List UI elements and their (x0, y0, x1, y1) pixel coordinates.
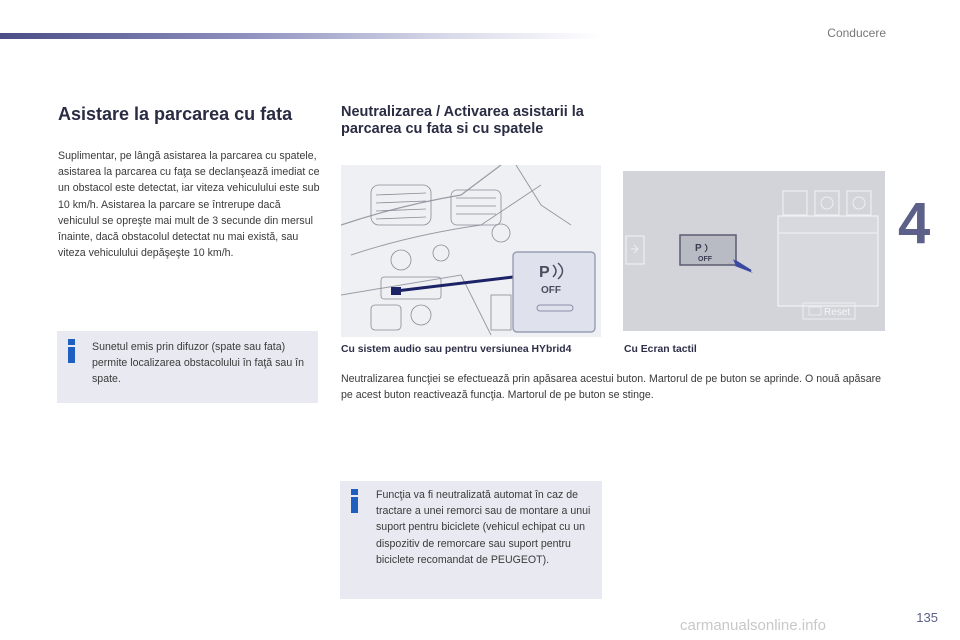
touchscreen-illustration (623, 171, 885, 331)
section-title-front-parking: Asistare la parcarea cu fata (58, 104, 293, 124)
touch-button-symbol: P (695, 243, 702, 254)
info-icon (67, 339, 76, 363)
dashboard-illustration (341, 165, 601, 337)
caption-audio-system: Cu sistem audio sau pentru versiunea HYbrid4 (341, 344, 572, 355)
info-note-text: Funcţia va fi neutralizată automat în caz de tractare a unei remorci sau de montare a unui suport pentru biciclete (vehicul echipat cu un dispozitiv de remorcare sau suport pentru biciclete recomandat de PEUGEOT). (376, 489, 591, 566)
neutralize-instructions: Neutralizarea funcţiei se efectuează prin apăsarea acestui buton. Martorul de pe buton se aprinde. O nouă apăsare pe acest buton reactivează funcţia. Martorul de pe buton se stinge. (341, 373, 882, 401)
zoom-button-label: OFF (541, 285, 561, 296)
zoom-button-symbol: P (539, 264, 550, 281)
touch-button-label: OFF (698, 256, 712, 263)
chapter-number: 4 (898, 191, 931, 256)
info-note-towing (340, 481, 602, 599)
chapter-title: Conducere (827, 26, 886, 40)
caption-touchscreen: Cu Ecran tactil (624, 344, 697, 355)
watermark: carmanualsonline.info (680, 617, 826, 634)
page-number: 135 (916, 610, 938, 625)
info-note-sound (57, 331, 318, 403)
front-parking-description: Suplimentar, pe lângă asistarea la parcarea cu spatele, asistarea la parcarea cu faţa se declanşează imediat ce un obstacol este detectat, iar viteza vehiculului este sub 10 km/h. Asistarea la parcare se întrerupe dacă vehiculul se opreşte mai mult de 3 secunde din mersul înainte, dacă obstacolul detectat nu mai există, sau viteza vehiculului depăşeşte 10 km/h. (58, 150, 320, 260)
section-title-neutralize: Neutralizarea / Activarea asistarii la parcarea cu fata si cu spatele (341, 104, 584, 137)
info-note-text: Sunetul emis prin difuzor (spate sau fata) permite localizarea obstacolului în faţă sau în spate. (92, 341, 304, 386)
header-gradient-bar (0, 33, 600, 39)
info-icon (350, 489, 359, 513)
reset-button-label: Reset (824, 307, 851, 318)
